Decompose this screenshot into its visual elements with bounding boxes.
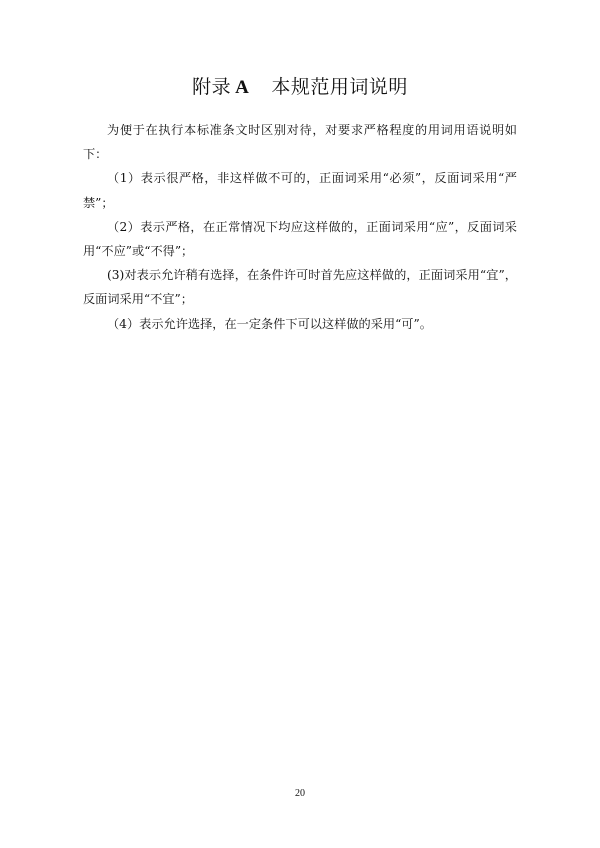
page-title: [0, 72, 600, 99]
list-item-2: （2）表示严格，在正常情况下均应这样做的，正面词采用“应”，反面词采用“不应”或“不得”；: [83, 219, 517, 259]
body-text: [83, 118, 517, 336]
list-item-3: (3)对表示允许稍有选择，在条件许可时首先应这样做的，正面词采用“宜”，反面词采用“不宜”；: [83, 268, 517, 307]
page-number: 20: [295, 788, 305, 799]
intro-paragraph: 为便于在执行本标准条文时区别对待，对要求严格程度的用词用语说明如下：: [83, 123, 517, 162]
appendix-label: 附录: [192, 76, 232, 98]
list-item-1: （1）表示很严格，非这样做不可的，正面词采用“必须”，反面词采用“严禁”；: [83, 171, 517, 210]
list-item-4: （4）表示允许选择，在一定条件下可以这样做的采用“可”。: [107, 316, 432, 331]
appendix-letter: A: [235, 77, 250, 98]
appendix-title: 本规范用词说明: [271, 76, 408, 98]
